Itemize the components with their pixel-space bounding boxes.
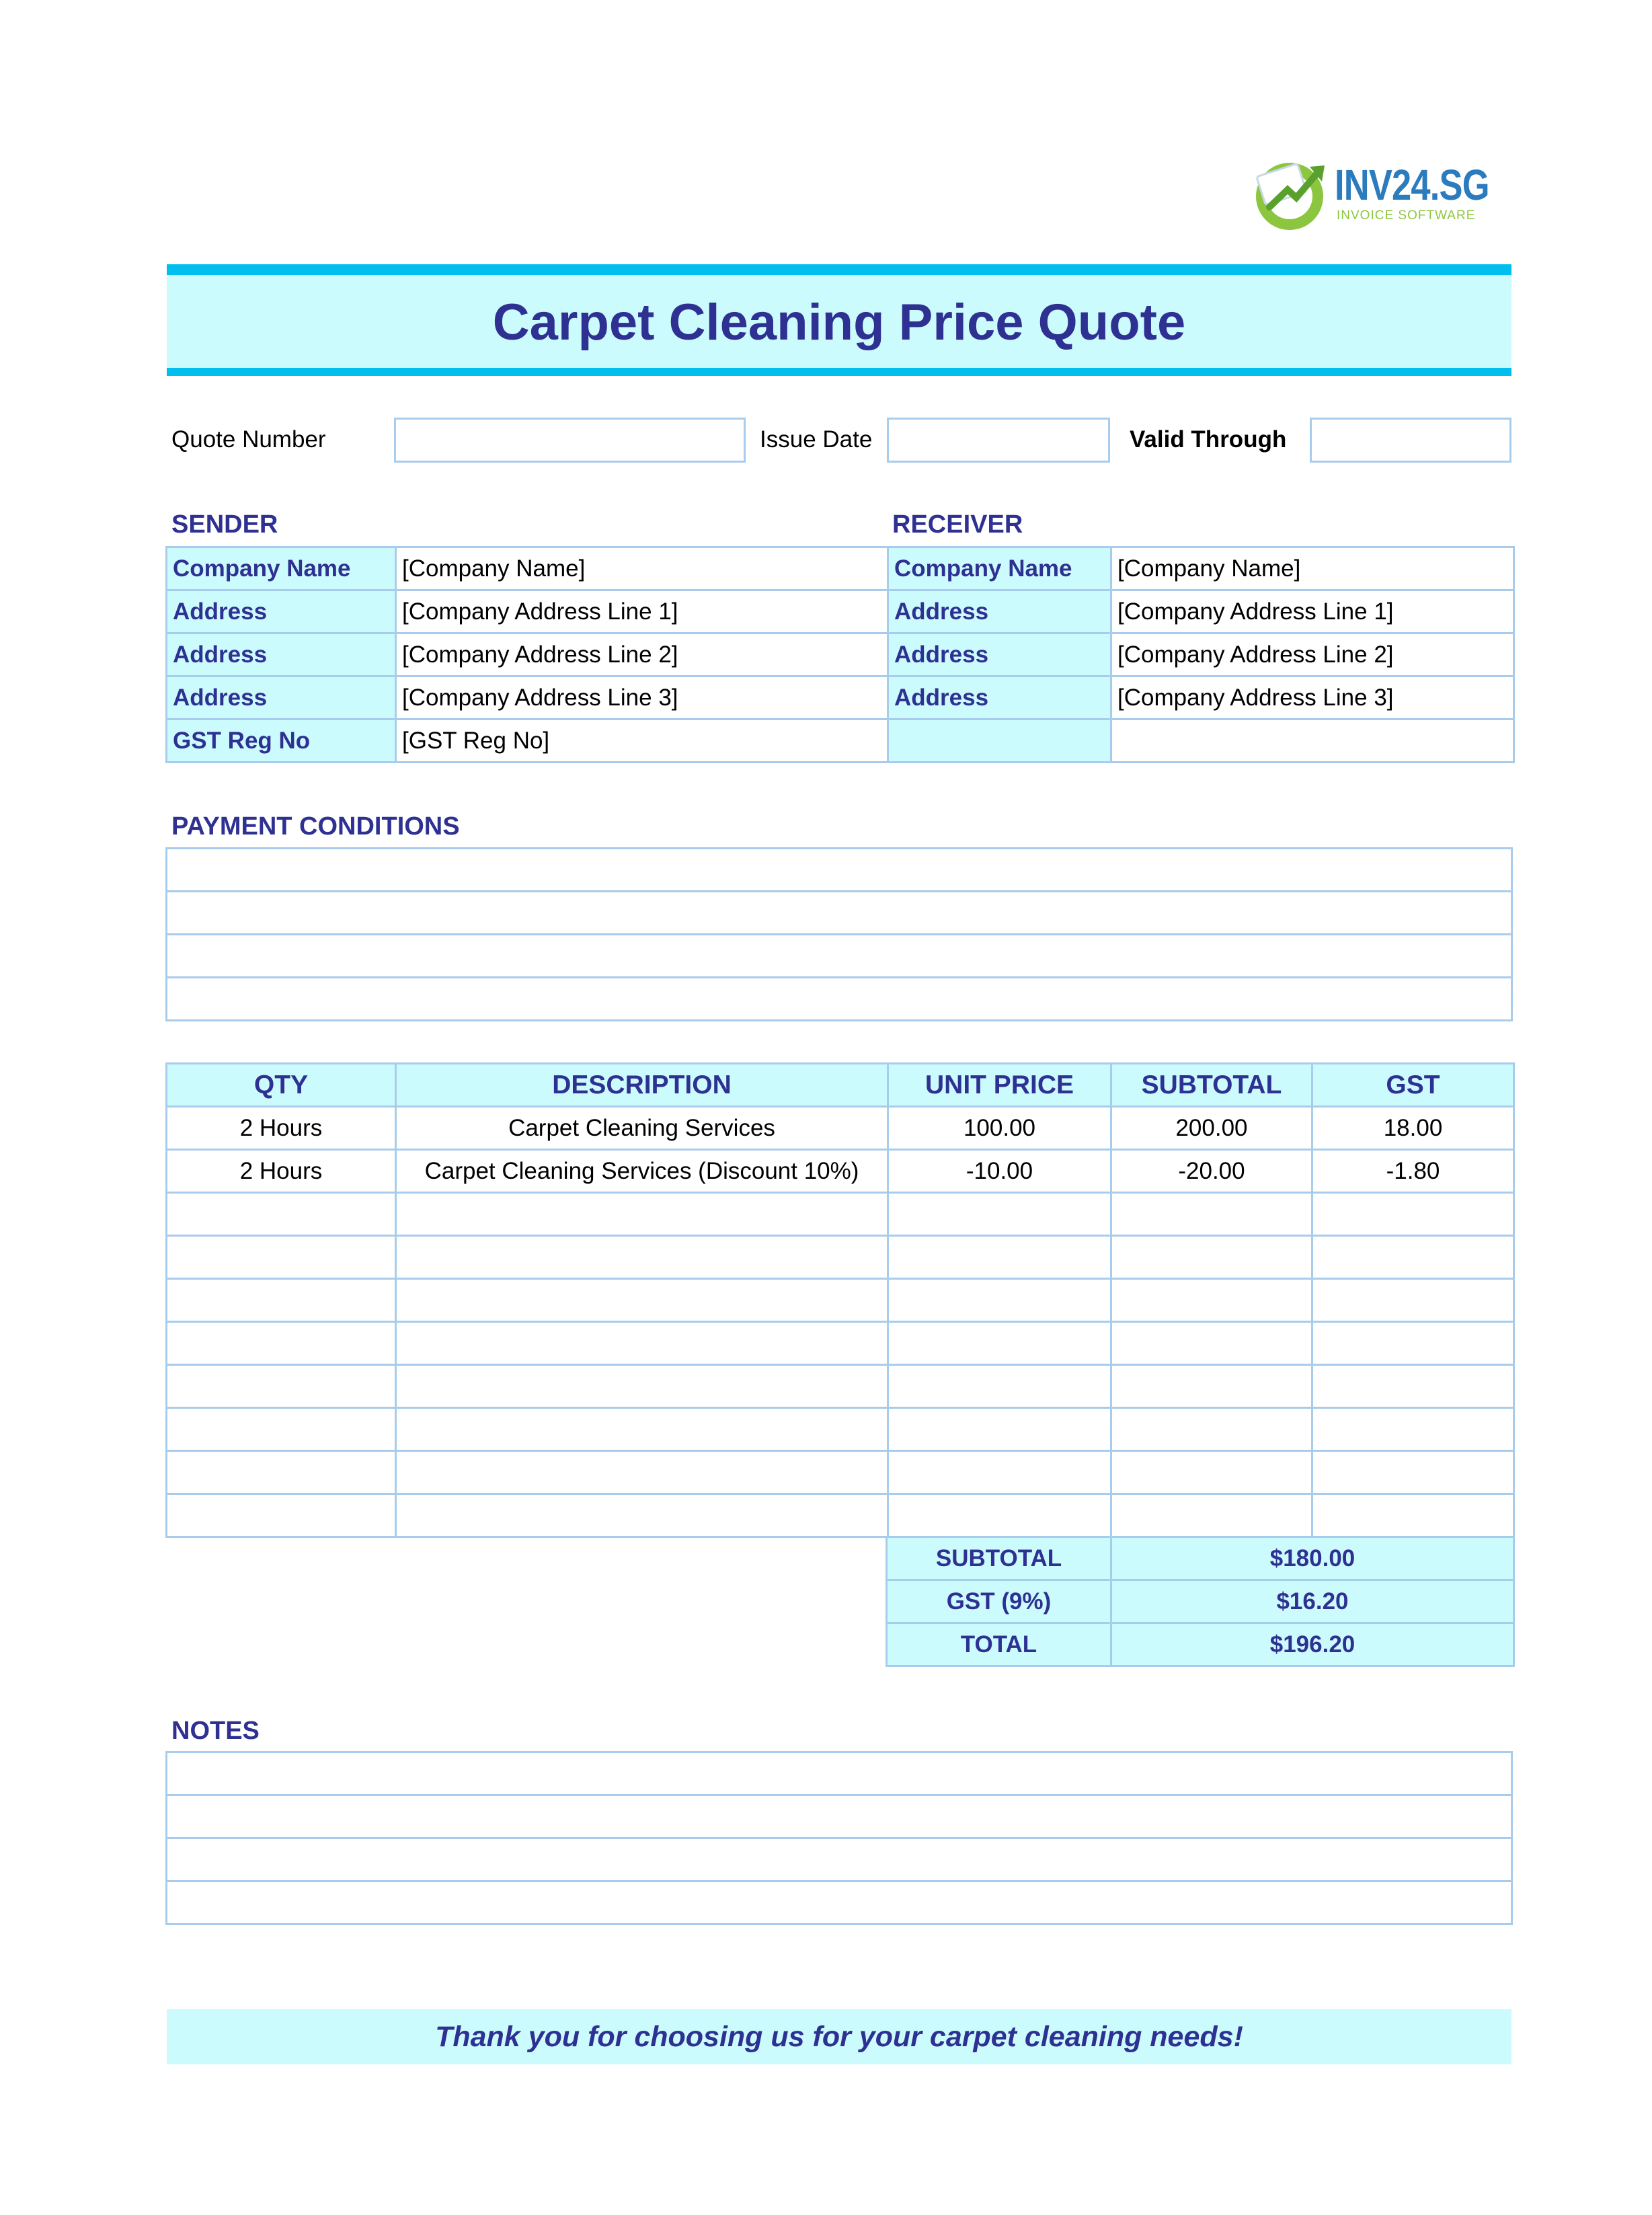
- receiver-label: Address: [888, 633, 1111, 676]
- table-row: [167, 1279, 1514, 1322]
- total-label: TOTAL: [887, 1623, 1111, 1666]
- sender-value[interactable]: [Company Address Line 1]: [396, 590, 888, 633]
- table-row: [167, 1150, 1514, 1193]
- table-row: [167, 1107, 1514, 1150]
- sender-label: Company Name: [167, 547, 396, 590]
- table-row: [167, 1236, 1514, 1279]
- gst-cell[interactable]: -1.80: [1312, 1150, 1514, 1193]
- table-row: [167, 1193, 1514, 1236]
- notes-line[interactable]: [167, 1838, 1512, 1881]
- receiver-value[interactable]: [Company Address Line 3]: [1111, 676, 1514, 720]
- description-cell[interactable]: [396, 1193, 888, 1236]
- quote-number-label: Quote Number: [171, 426, 326, 453]
- notes-box: [165, 1751, 1513, 1925]
- gst-cell[interactable]: [1312, 1408, 1514, 1451]
- qty-cell[interactable]: 2 Hours: [167, 1150, 396, 1193]
- sender-label: Address: [167, 676, 396, 720]
- footer-message: Thank you for choosing us for your carpet cleaning needs!: [167, 2009, 1511, 2064]
- items-header-row: [167, 1064, 1514, 1107]
- sender-label: GST Reg No: [167, 720, 396, 763]
- description-cell[interactable]: [396, 1236, 888, 1279]
- table-row: [167, 676, 1514, 720]
- table-row: [167, 590, 1514, 633]
- receiver-value[interactable]: [Company Name]: [1111, 547, 1514, 590]
- table-row: [167, 633, 1514, 676]
- subtotal-cell[interactable]: [1111, 1193, 1312, 1236]
- gst-cell[interactable]: [1312, 1365, 1514, 1408]
- gst-row: [887, 1580, 1514, 1623]
- table-row: [167, 720, 1514, 763]
- description-cell[interactable]: [396, 1494, 888, 1537]
- sender-value[interactable]: [GST Reg No]: [396, 720, 888, 763]
- unit-price-cell[interactable]: [888, 1451, 1111, 1494]
- payment-conditions-heading: PAYMENT CONDITIONS: [171, 812, 460, 841]
- unit-price-cell[interactable]: [888, 1193, 1111, 1236]
- gst-cell[interactable]: [1312, 1322, 1514, 1365]
- sender-value[interactable]: [Company Name]: [396, 547, 888, 590]
- subtotal-label: SUBTOTAL: [887, 1537, 1111, 1580]
- receiver-label: Company Name: [888, 547, 1111, 590]
- gst-cell[interactable]: [1312, 1279, 1514, 1322]
- qty-cell[interactable]: [167, 1279, 396, 1322]
- payment-condition-line[interactable]: [167, 978, 1512, 1021]
- table-row: [167, 1365, 1514, 1408]
- list-item: [167, 935, 1512, 978]
- subtotal-value: $180.00: [1111, 1537, 1514, 1580]
- issue-date-label: Issue Date: [760, 426, 873, 453]
- payment-condition-line[interactable]: [167, 935, 1512, 978]
- receiver-value[interactable]: [Company Address Line 1]: [1111, 590, 1514, 633]
- description-cell[interactable]: [396, 1322, 888, 1365]
- gst-cell[interactable]: [1312, 1494, 1514, 1537]
- description-cell[interactable]: Carpet Cleaning Services: [396, 1107, 888, 1150]
- receiver-value[interactable]: [1111, 720, 1514, 763]
- issue-date-field[interactable]: [887, 418, 1110, 463]
- receiver-heading: RECEIVER: [892, 510, 1023, 539]
- list-item: [167, 978, 1512, 1021]
- subtotal-cell[interactable]: [1111, 1279, 1312, 1322]
- qty-cell[interactable]: [167, 1408, 396, 1451]
- description-cell[interactable]: [396, 1365, 888, 1408]
- qty-cell[interactable]: [167, 1494, 396, 1537]
- subtotal-cell[interactable]: [1111, 1494, 1312, 1537]
- valid-through-label: Valid Through: [1130, 426, 1287, 453]
- column-header-unit-price: UNIT PRICE: [888, 1064, 1111, 1107]
- list-item: [167, 1838, 1512, 1881]
- receiver-label: Address: [888, 676, 1111, 720]
- qty-cell[interactable]: [167, 1451, 396, 1494]
- page-title: Carpet Cleaning Price Quote: [492, 294, 1186, 351]
- logo-icon: [1251, 155, 1331, 235]
- totals-table: [886, 1536, 1515, 1667]
- items-table: [165, 1062, 1515, 1538]
- gst-cell[interactable]: 18.00: [1312, 1107, 1514, 1150]
- receiver-label: [888, 720, 1111, 763]
- notes-heading: NOTES: [171, 1717, 260, 1745]
- unit-price-cell[interactable]: -10.00: [888, 1150, 1111, 1193]
- unit-price-cell[interactable]: [888, 1236, 1111, 1279]
- column-header-gst: GST: [1312, 1064, 1514, 1107]
- list-item: [167, 1752, 1512, 1795]
- payment-condition-line[interactable]: [167, 892, 1512, 935]
- qty-cell[interactable]: [167, 1236, 396, 1279]
- notes-line[interactable]: [167, 1752, 1512, 1795]
- list-item: [167, 849, 1512, 892]
- subtotal-cell[interactable]: [1111, 1451, 1312, 1494]
- gst-cell[interactable]: [1312, 1193, 1514, 1236]
- column-header-subtotal: SUBTOTAL: [1111, 1064, 1312, 1107]
- subtotal-cell[interactable]: -20.00: [1111, 1150, 1312, 1193]
- subtotal-row: [887, 1537, 1514, 1580]
- table-row: [167, 1322, 1514, 1365]
- table-row: [167, 1494, 1514, 1537]
- list-item: [167, 892, 1512, 935]
- list-item: [167, 1881, 1512, 1925]
- table-row: [167, 547, 1514, 590]
- qty-cell[interactable]: [167, 1365, 396, 1408]
- logo-subtitle: INVOICE SOFTWARE: [1337, 208, 1476, 223]
- title-band-bottom-rule: [167, 368, 1511, 376]
- sender-label: Address: [167, 633, 396, 676]
- subtotal-cell[interactable]: [1111, 1365, 1312, 1408]
- table-row: [167, 1451, 1514, 1494]
- unit-price-cell[interactable]: [888, 1494, 1111, 1537]
- subtotal-cell[interactable]: [1111, 1236, 1312, 1279]
- unit-price-cell[interactable]: [888, 1408, 1111, 1451]
- column-header-qty: QTY: [167, 1064, 396, 1107]
- notes-line[interactable]: [167, 1881, 1512, 1925]
- sender-label: Address: [167, 590, 396, 633]
- gst-value: $16.20: [1111, 1580, 1514, 1623]
- payment-condition-line[interactable]: [167, 849, 1512, 892]
- payment-conditions-box: [165, 847, 1513, 1021]
- logo: [1251, 155, 1493, 235]
- description-cell[interactable]: [396, 1408, 888, 1451]
- sender-heading: SENDER: [171, 510, 278, 539]
- subtotal-cell[interactable]: [1111, 1408, 1312, 1451]
- subtotal-cell[interactable]: [1111, 1322, 1312, 1365]
- title-band-top-rule: [167, 264, 1511, 275]
- qty-cell[interactable]: 2 Hours: [167, 1107, 396, 1150]
- total-value: $196.20: [1111, 1623, 1514, 1666]
- receiver-label: Address: [888, 590, 1111, 633]
- unit-price-cell[interactable]: [888, 1279, 1111, 1322]
- subtotal-cell[interactable]: 200.00: [1111, 1107, 1312, 1150]
- quote-number-field[interactable]: [394, 418, 746, 463]
- receiver-value[interactable]: [Company Address Line 2]: [1111, 633, 1514, 676]
- unit-price-cell[interactable]: [888, 1365, 1111, 1408]
- sender-value[interactable]: [Company Address Line 3]: [396, 676, 888, 720]
- column-header-description: DESCRIPTION: [396, 1064, 888, 1107]
- gst-label: GST (9%): [887, 1580, 1111, 1623]
- gst-cell[interactable]: [1312, 1236, 1514, 1279]
- logo-name: INV24.SG: [1335, 161, 1489, 209]
- unit-price-cell[interactable]: [888, 1322, 1111, 1365]
- description-cell[interactable]: Carpet Cleaning Services (Discount 10%): [396, 1150, 888, 1193]
- description-cell[interactable]: [396, 1279, 888, 1322]
- qty-cell[interactable]: [167, 1322, 396, 1365]
- party-table: [165, 546, 1515, 763]
- description-cell[interactable]: [396, 1451, 888, 1494]
- qty-cell[interactable]: [167, 1193, 396, 1236]
- table-row: [167, 1408, 1514, 1451]
- sender-value[interactable]: [Company Address Line 2]: [396, 633, 888, 676]
- valid-through-field[interactable]: [1310, 418, 1511, 463]
- total-row: [887, 1623, 1514, 1666]
- gst-cell[interactable]: [1312, 1451, 1514, 1494]
- notes-line[interactable]: [167, 1795, 1512, 1838]
- list-item: [167, 1795, 1512, 1838]
- unit-price-cell[interactable]: 100.00: [888, 1107, 1111, 1150]
